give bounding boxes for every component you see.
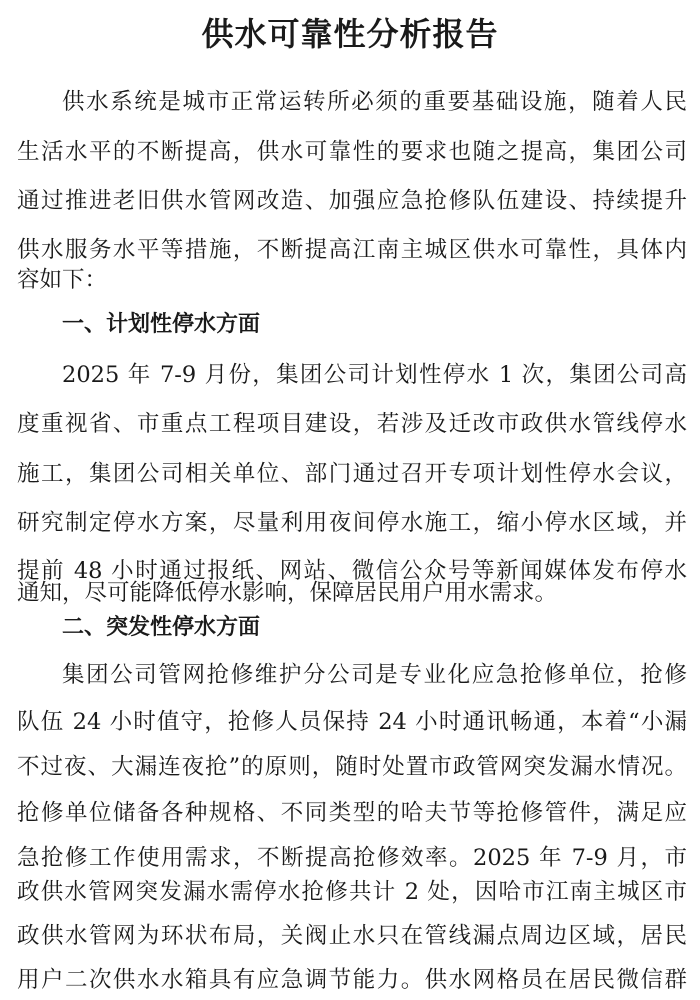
paragraph-line: 用户二次供水水箱具有应急调节能力。供水网格员在居民微信群	[17, 967, 687, 993]
paragraph-line: 施工，集团公司相关单位、部门通过召开专项计划性停水会议，	[17, 461, 687, 487]
paragraph-line: 容如下：	[17, 267, 108, 293]
paragraph-line: 集团公司管网抢修维护分公司是专业化应急抢修单位，抢修	[62, 662, 687, 688]
paragraph-line: 通知，尽可能降低停水影响，保障居民用户用水需求。	[17, 580, 558, 606]
paragraph-line: 提前 48 小时通过报纸、网站、微信公众号等新闻媒体发布停水	[17, 558, 687, 584]
paragraph-line: 抢修单位储备各种规格、不同类型的哈夫节等抢修管件，满足应	[17, 800, 687, 826]
paragraph-line: 生活水平的不断提高，供水可靠性的要求也随之提高，集团公司	[17, 139, 687, 165]
paragraph-line: 2025 年 7-9 月份，集团公司计划性停水 1 次，集团公司高	[62, 362, 687, 388]
section-heading: 一、计划性停水方面	[62, 312, 261, 337]
paragraph-line: 供水系统是城市正常运转所必须的重要基础设施，随着人民	[62, 89, 687, 115]
paragraph-line: 政供水管网突发漏水需停水抢修共计 2 处，因哈市江南主城区市	[17, 879, 687, 905]
paragraph-line: 不过夜、大漏连夜抢”的原则，随时处置市政管网突发漏水情况。	[17, 754, 687, 780]
paragraph-line: 度重视省、市重点工程项目建设，若涉及迁改市政供水管线停水	[17, 411, 687, 437]
paragraph-line: 政供水管网为环状布局，关阀止水只在管线漏点周边区域，居民	[17, 923, 687, 949]
paragraph-line: 急抢修工作使用需求，不断提高抢修效率。2025 年 7-9 月，市	[17, 845, 687, 871]
document-title: 供水可靠性分析报告	[201, 15, 499, 53]
paragraph-line: 研究制定停水方案，尽量利用夜间停水施工，缩小停水区域，并	[17, 510, 687, 536]
paragraph-line: 队伍 24 小时值守，抢修人员保持 24 小时通讯畅通，本着“小漏	[17, 709, 687, 735]
paragraph-line: 供水服务水平等措施，不断提高江南主城区供水可靠性，具体内	[17, 237, 687, 263]
paragraph-line: 通过推进老旧供水管网改造、加强应急抢修队伍建设、持续提升	[17, 188, 687, 214]
section-heading: 二、突发性停水方面	[62, 615, 261, 640]
